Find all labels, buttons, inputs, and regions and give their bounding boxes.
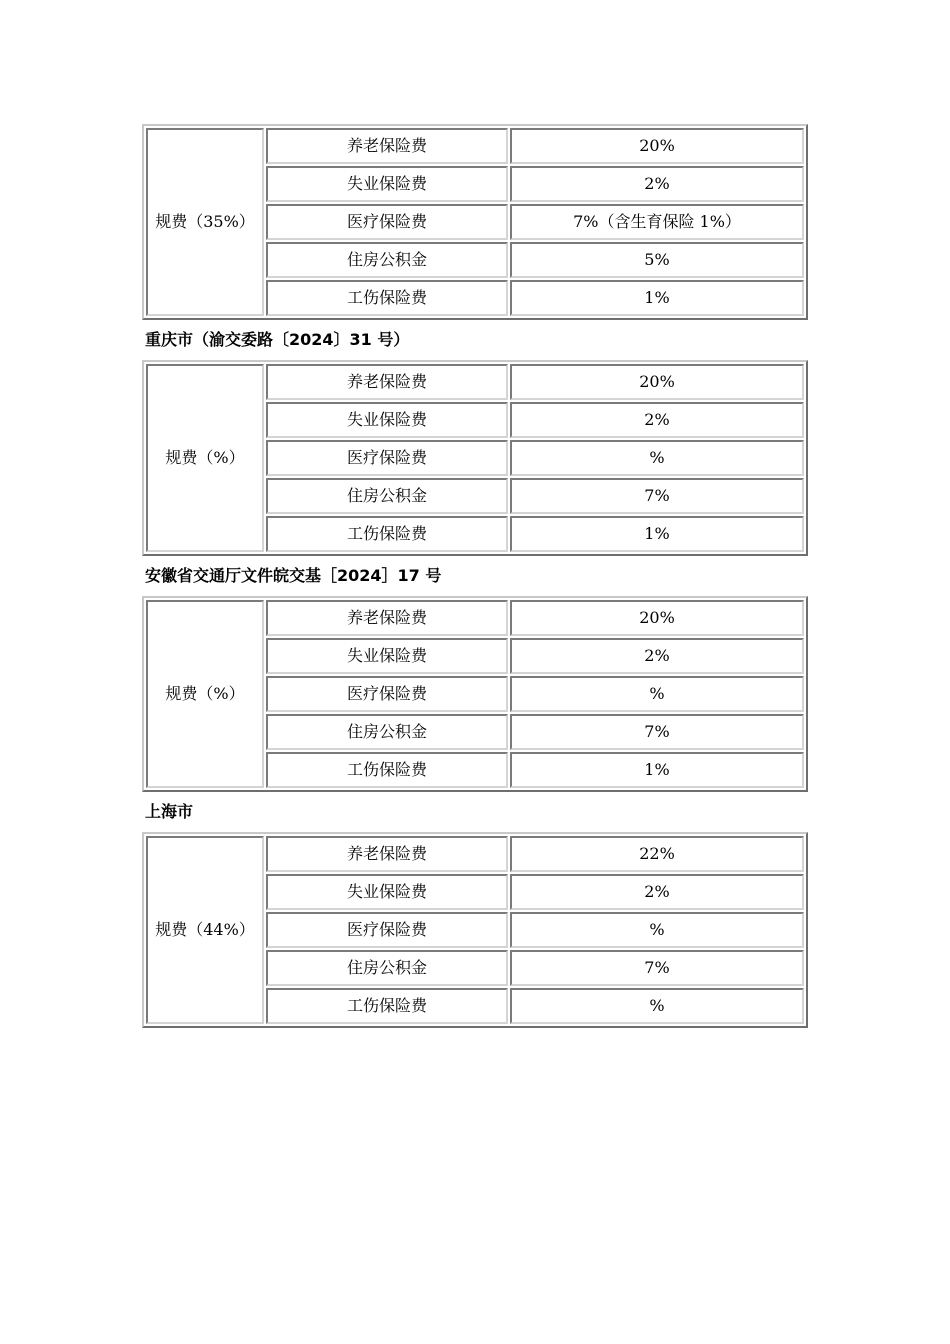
item-rate: 20%	[510, 600, 804, 636]
item-rate: 7%	[510, 950, 804, 986]
item-rate: %	[510, 988, 804, 1024]
section-heading-chongqing: 重庆市（渝交委路〔2024〕31 号）	[145, 330, 410, 349]
group-label: 规费（35%）	[146, 128, 264, 316]
item-name: 住房公积金	[266, 242, 508, 278]
item-rate: 1%	[510, 516, 804, 552]
item-rate: 5%	[510, 242, 804, 278]
item-rate: 7%（含生育保险 1%）	[510, 204, 804, 240]
item-rate: 1%	[510, 280, 804, 316]
item-name: 工伤保险费	[266, 516, 508, 552]
item-name: 养老保险费	[266, 364, 508, 400]
item-name: 失业保险费	[266, 638, 508, 674]
section-heading-anhui: 安徽省交通厅文件皖交基［2024］17 号	[145, 566, 442, 585]
fee-table-shanghai	[142, 832, 808, 1028]
item-name: 住房公积金	[266, 950, 508, 986]
item-rate: 2%	[510, 874, 804, 910]
item-name: 养老保险费	[266, 600, 508, 636]
item-rate: 1%	[510, 752, 804, 788]
group-label: 规费（44%）	[146, 836, 264, 1024]
item-name: 养老保险费	[266, 128, 508, 164]
item-name: 工伤保险费	[266, 280, 508, 316]
item-rate: 20%	[510, 128, 804, 164]
item-name: 医疗保险费	[266, 676, 508, 712]
item-name: 失业保险费	[266, 166, 508, 202]
table-row	[146, 364, 804, 400]
item-name: 住房公积金	[266, 478, 508, 514]
group-label: 规费（%）	[146, 600, 264, 788]
fee-table-section-1	[142, 124, 808, 320]
item-name: 医疗保险费	[266, 204, 508, 240]
document-page	[142, 124, 808, 1028]
item-name: 养老保险费	[266, 836, 508, 872]
fee-table-anhui	[142, 596, 808, 792]
item-rate: 7%	[510, 478, 804, 514]
item-rate: 7%	[510, 714, 804, 750]
table-row	[146, 836, 804, 872]
item-rate: 20%	[510, 364, 804, 400]
item-rate: %	[510, 676, 804, 712]
item-name: 工伤保险费	[266, 752, 508, 788]
item-rate: 2%	[510, 166, 804, 202]
item-name: 住房公积金	[266, 714, 508, 750]
item-rate: %	[510, 440, 804, 476]
item-rate: 2%	[510, 638, 804, 674]
item-name: 失业保险费	[266, 402, 508, 438]
item-rate: 2%	[510, 402, 804, 438]
table-row	[146, 600, 804, 636]
group-label: 规费（%）	[146, 364, 264, 552]
section-heading-shanghai: 上海市	[145, 802, 194, 821]
item-name: 工伤保险费	[266, 988, 508, 1024]
item-name: 失业保险费	[266, 874, 508, 910]
item-rate: 22%	[510, 836, 804, 872]
fee-table-chongqing	[142, 360, 808, 556]
item-name: 医疗保险费	[266, 912, 508, 948]
table-row	[146, 128, 804, 164]
item-name: 医疗保险费	[266, 440, 508, 476]
item-rate: %	[510, 912, 804, 948]
